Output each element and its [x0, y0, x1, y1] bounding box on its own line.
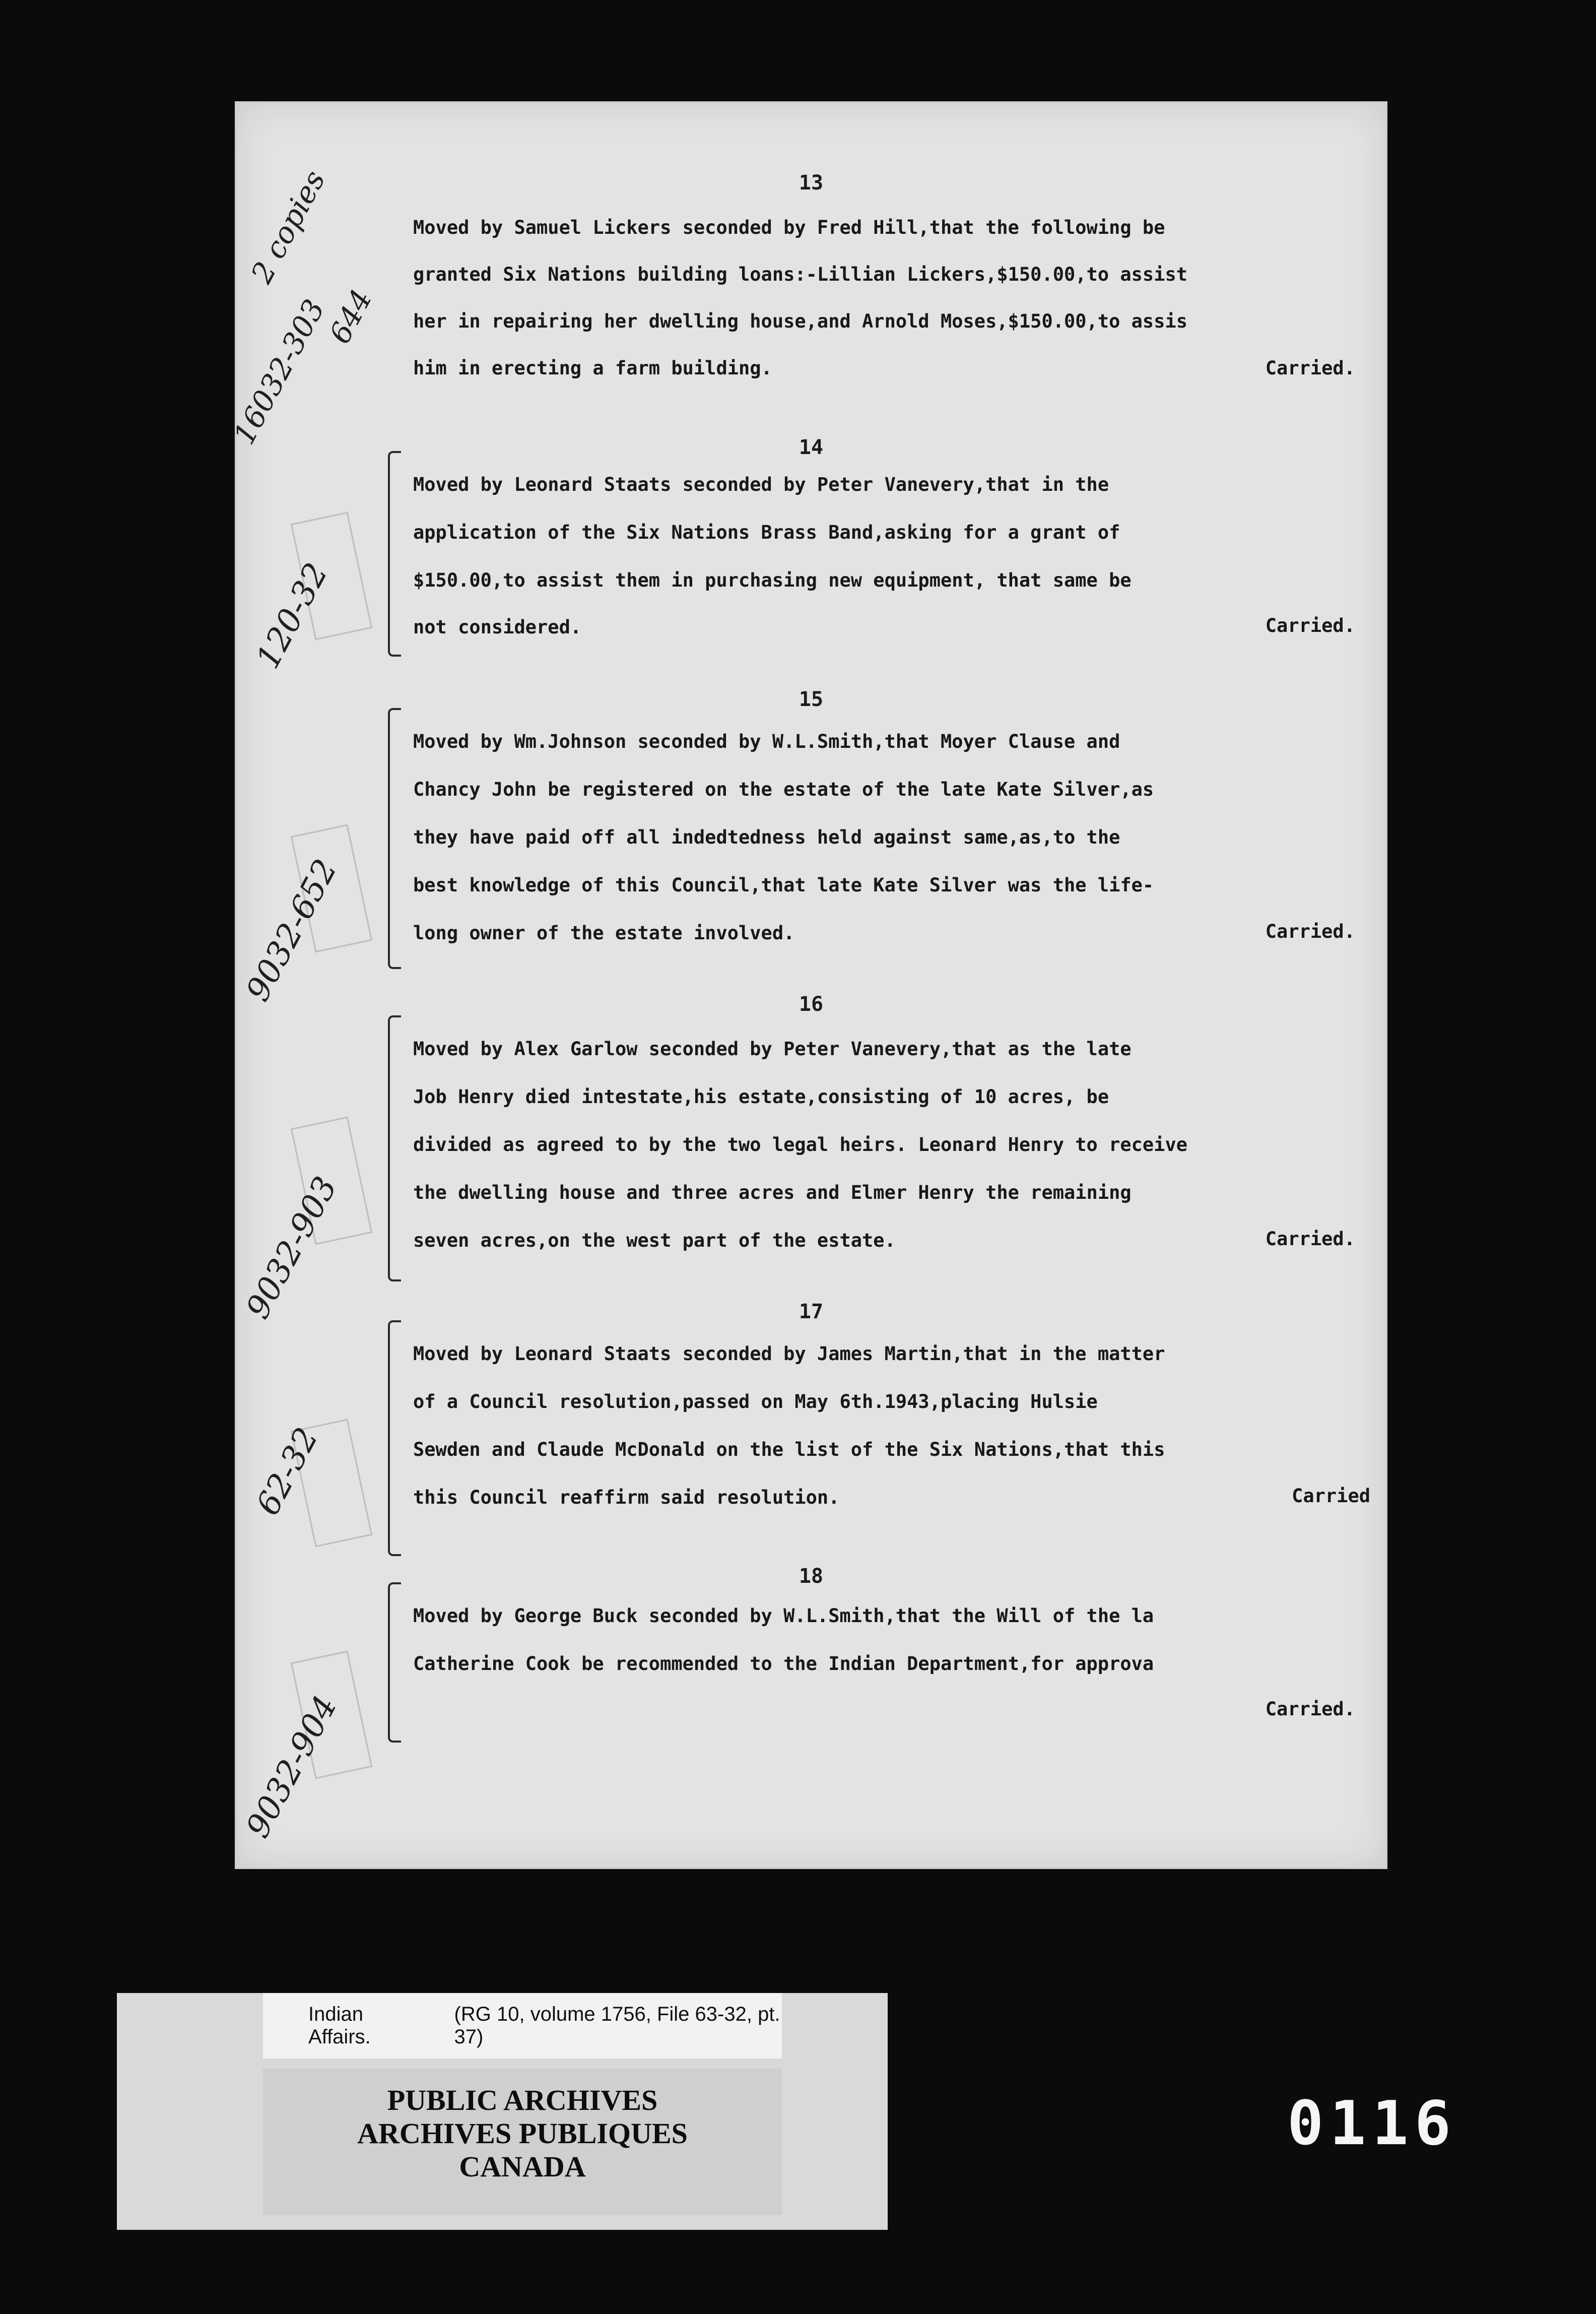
caption-strip	[263, 1993, 782, 2059]
archive-line-english: PUBLIC ARCHIVES	[387, 2084, 658, 2116]
section-line: Chancy John be registered on the estate of the late Kate Silver,as	[413, 779, 1154, 800]
section-line: her in repairing her dwelling house,and Arnold Moses,$150.00,to assis	[413, 310, 1188, 332]
section-number: 13	[799, 171, 824, 195]
carried-status: Carried.	[1265, 921, 1355, 942]
section-line: Sewden and Claude McDonald on the list of the Six Nations,that this	[413, 1439, 1165, 1460]
archive-line-country: CANADA	[459, 2150, 586, 2183]
handwritten-note: 9032-904	[239, 1690, 345, 1844]
margin-bracket	[388, 1320, 401, 1556]
section-line: Moved by Leonard Staats seconded by James Martin,that in the matter	[413, 1343, 1165, 1365]
section-line: the dwelling house and three acres and Elmer Henry the remaining	[413, 1182, 1132, 1203]
archive-line-french: ARCHIVES PUBLIQUES	[357, 2117, 688, 2150]
section-line: divided as agreed to by the two legal heirs. Leonard Henry to receive	[413, 1134, 1188, 1155]
margin-bracket	[388, 1015, 401, 1281]
carried-status: Carried.	[1265, 357, 1355, 379]
section-line: $150.00,to assist them in purchasing new equipment, that same be	[413, 569, 1132, 591]
carried-status: Carried.	[1265, 615, 1355, 636]
section-line: him in erecting a farm building.	[413, 357, 772, 379]
section-line: best knowledge of this Council,that late Kate Silver was the life-	[413, 874, 1154, 896]
section-line: application of the Six Nations Brass Band,asking for a grant of	[413, 522, 1120, 543]
margin-bracket	[388, 708, 401, 969]
handwritten-note: 120-32	[249, 557, 336, 675]
section-line: seven acres,on the west part of the estate.	[413, 1230, 896, 1251]
handwritten-note: 62-32	[249, 1422, 326, 1521]
document-page	[226, 103, 1385, 1867]
section-number: 18	[799, 1565, 824, 1588]
carried-status: Carried	[1292, 1485, 1370, 1507]
margin-bracket	[388, 1582, 401, 1743]
section-line: long owner of the estate involved.	[413, 922, 795, 944]
handwritten-note: 644	[322, 284, 379, 349]
section-line: Moved by Samuel Lickers seconded by Fred Hill,that the following be	[413, 217, 1165, 238]
section-line: they have paid off all indedtedness held against same,as,to the	[413, 826, 1120, 848]
section-line: this Council reaffirm said resolution.	[413, 1487, 840, 1508]
margin-bracket	[388, 451, 401, 657]
section-line: Moved by Wm.Johnson seconded by W.L.Smith,that Moyer Clause and	[413, 731, 1120, 752]
section-line: not considered.	[413, 616, 582, 638]
caption-reference: (RG 10, volume 1756, File 63-32, pt. 37)	[454, 2003, 780, 2048]
handwritten-note: 16032-303	[226, 294, 331, 450]
section-number: 17	[799, 1300, 824, 1323]
carried-status: Carried.	[1265, 1228, 1355, 1250]
archive-stamp	[263, 2069, 782, 2215]
section-number: 16	[799, 993, 824, 1016]
section-line: Job Henry died intestate,his estate,consisting of 10 acres, be	[413, 1086, 1109, 1108]
section-number: 15	[799, 688, 824, 711]
handwritten-note: 9032-652	[239, 853, 345, 1007]
carried-status: Carried.	[1265, 1698, 1355, 1720]
section-line: Moved by George Buck seconded by W.L.Smith,that the Will of the la	[413, 1605, 1154, 1627]
section-line: of a Council resolution,passed on May 6th.1943,placing Hulsie	[413, 1391, 1098, 1412]
frame-number: 0116	[1287, 2089, 1457, 2159]
handwritten-note: 9032-903	[239, 1171, 345, 1325]
archive-label-card	[117, 1993, 888, 2230]
section-line: Moved by Leonard Staats seconded by Peter Vanevery,that in the	[413, 474, 1109, 495]
section-line: Moved by Alex Garlow seconded by Peter Vanevery,that as the late	[413, 1038, 1132, 1060]
section-line: granted Six Nations building loans:-Lillian Lickers,$150.00,to assist	[413, 264, 1188, 285]
caption-source: Indian Affairs.	[308, 2003, 371, 2048]
handwritten-note: 2 copies	[244, 164, 332, 289]
section-number: 14	[799, 436, 824, 459]
section-line: Catherine Cook be recommended to the Indian Department,for approva	[413, 1653, 1154, 1675]
